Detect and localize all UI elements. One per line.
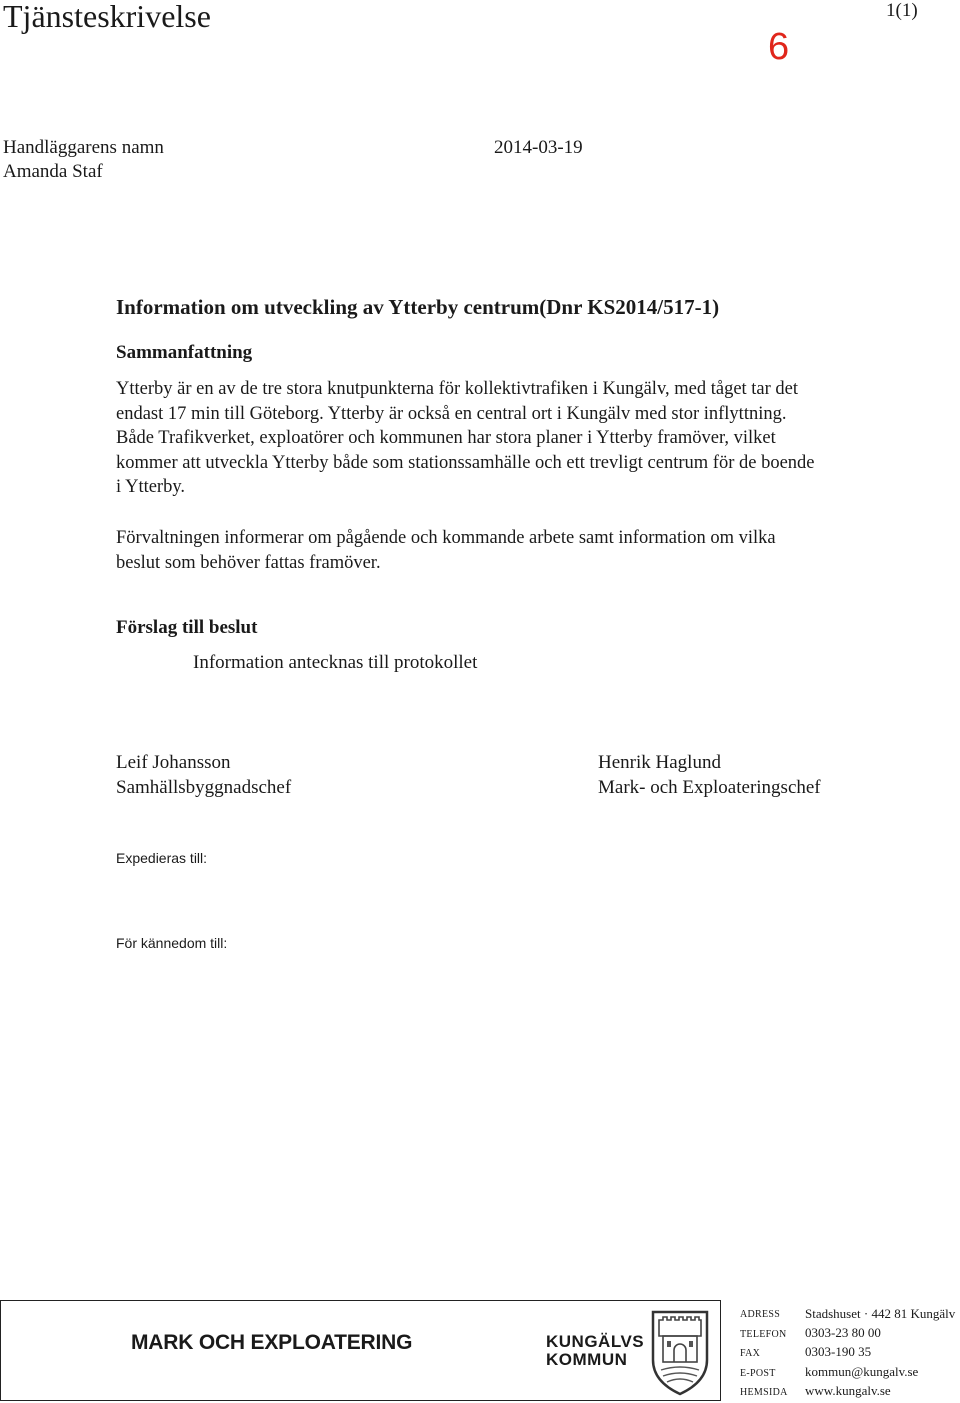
signatory-role: Samhällsbyggnadschef <box>116 777 292 798</box>
signatory-role: Mark- och Exploateringschef <box>598 777 821 798</box>
contact-value: 0303-190 35 <box>805 1344 872 1359</box>
summary-paragraph-2 <box>116 526 936 575</box>
logo-line-2: KOMMUN <box>546 1350 628 1369</box>
signature-left <box>116 750 291 800</box>
proposal-text: Information antecknas till protokollet <box>193 652 478 673</box>
municipality-logo-text <box>546 1333 644 1369</box>
summary-line: beslut som behöver fattas framöver. <box>116 552 381 573</box>
handler-label: Handläggarens namn <box>3 137 164 158</box>
contact-value: kommun@kungalv.se <box>805 1364 919 1379</box>
logo-line-1: KUNGÄLVS <box>546 1332 645 1351</box>
contact-value: Stadshuset · 442 81 Kungälv <box>805 1306 956 1321</box>
contact-value: www.kungalv.se <box>805 1383 891 1398</box>
summary-line: i Ytterby. <box>116 477 186 497</box>
page-number: 1(1) <box>886 0 918 21</box>
summary-paragraph-1 <box>116 377 936 500</box>
contact-label: ADRESS <box>740 1309 781 1320</box>
letterhead-footer <box>0 1300 960 1403</box>
contact-label: E-POST <box>740 1368 776 1379</box>
handler-name: Amanda Staf <box>3 161 103 182</box>
coat-of-arms-icon <box>649 1308 711 1396</box>
proposal-heading: Förslag till beslut <box>116 617 258 638</box>
summary-line: kommer att utveckla Ytterby både som stationssamhälle och ett trevligt centrum för de boende <box>116 452 815 473</box>
document-heading: Information om utveckling av Ytterby centrum(Dnr KS2014/517-1) <box>116 295 720 319</box>
document-date: 2014-03-19 <box>494 137 583 158</box>
contact-label: TELEFON <box>740 1329 787 1340</box>
summary-line: Både Trafikverket, exploatörer och kommunen har stora planer i Ytterby framöver, vilket <box>116 428 776 448</box>
signatory-name: Henrik Haglund <box>598 752 721 773</box>
summary-line: endast 17 min till Göteborg. Ytterby är också en central ort i Kungälv med stor inflyttning. <box>116 403 787 424</box>
signatory-name: Leif Johansson <box>116 752 231 773</box>
contact-label: HEMSIDA <box>740 1387 788 1398</box>
summary-line: Förvaltningen informerar om pågående och kommande arbete samt information om vilka <box>116 528 776 548</box>
contact-label: FAX <box>740 1348 761 1359</box>
expedieras-label: Expedieras till: <box>116 850 208 866</box>
summary-heading: Sammanfattning <box>116 342 253 363</box>
signature-right <box>598 750 821 800</box>
summary-line: Ytterby är en av de tre stora knutpunkterna för kollektivtrafiken i Kungälv, med tåget tar det <box>116 379 799 399</box>
department-name: MARK OCH EXPLOATERING <box>131 1331 413 1354</box>
document-type-title: Tjänsteskrivelse <box>3 0 211 34</box>
contact-value: 0303-23 80 00 <box>805 1325 881 1340</box>
red-handwritten-mark: 6 <box>768 26 790 68</box>
kannedom-label: För kännedom till: <box>116 935 228 951</box>
